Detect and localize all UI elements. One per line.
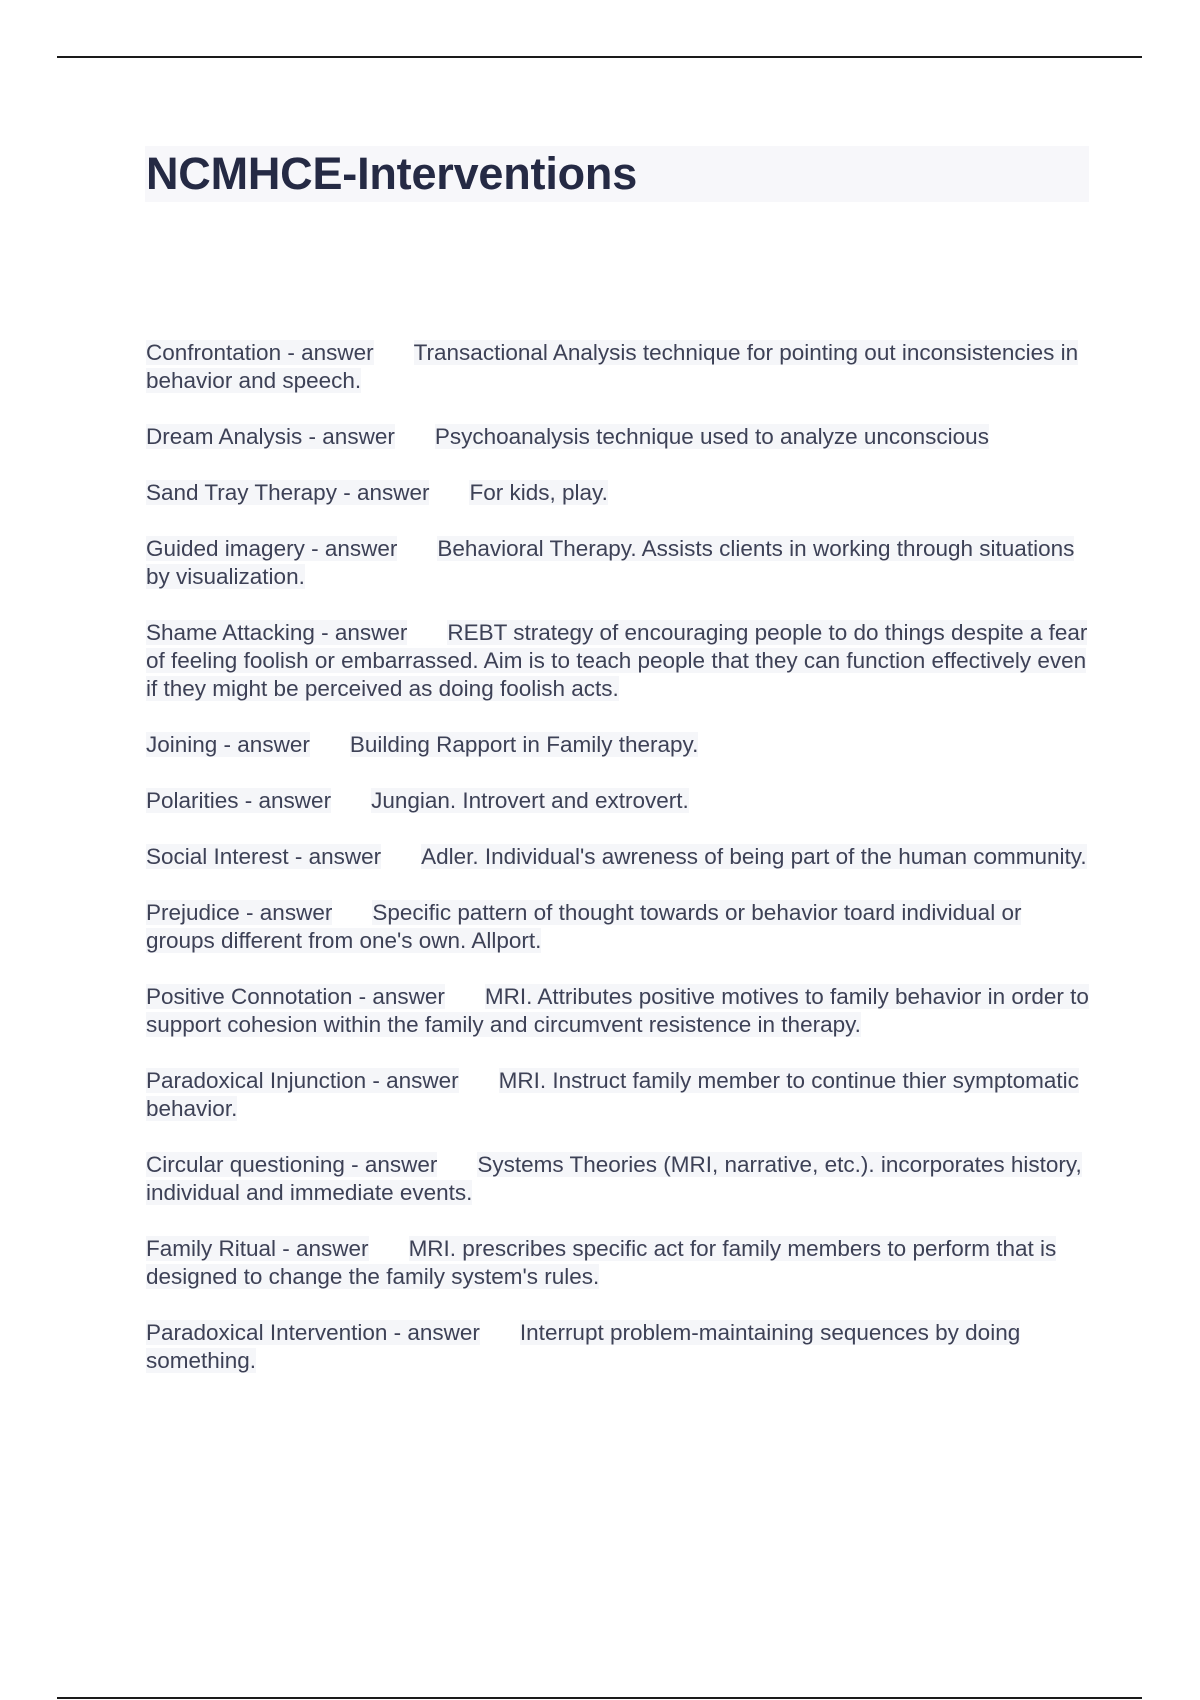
entry-definition: Behavioral Therapy. Assists clients in working through situations by visualization. [146, 536, 1075, 589]
flashcard-entry [146, 535, 1096, 591]
entry-term: Family Ritual - answer [146, 1236, 369, 1261]
entry-term: Polarities - answer [146, 788, 332, 813]
flashcard-entry [146, 983, 1096, 1039]
flashcard-entry [146, 1067, 1096, 1123]
entry-term: Circular questioning - answer [146, 1152, 438, 1177]
flashcard-entry [146, 843, 1096, 871]
flashcard-entry [146, 731, 1096, 759]
flashcard-entry [146, 423, 1096, 451]
entry-definition: REBT strategy of encouraging people to do things despite a fear of feeling foolish or embarrassed. Aim is to teach people that they can function effectively even if they might be perceived as doing foolish acts. [146, 620, 1088, 701]
flashcard-entry [146, 1151, 1096, 1207]
flashcard-entry [146, 899, 1096, 955]
entry-term: Joining - answer [146, 732, 310, 757]
flashcard-entry [146, 1235, 1096, 1291]
entry-definition: MRI. prescribes specific act for family members to perform that is designed to change the family system's rules. [146, 1236, 1057, 1289]
entry-term: Guided imagery - answer [146, 536, 398, 561]
bottom-divider [57, 1697, 1142, 1699]
flashcard-entry [146, 787, 1096, 815]
entry-term: Dream Analysis - answer [146, 424, 395, 449]
entry-term: Paradoxical Intervention - answer [146, 1320, 480, 1345]
entry-term: Social Interest - answer [146, 844, 382, 869]
entry-term: Paradoxical Injunction - answer [146, 1068, 459, 1093]
entry-definition: For kids, play. [469, 480, 608, 505]
entry-definition: Building Rapport in Family therapy. [349, 732, 699, 757]
entry-definition: Systems Theories (MRI, narrative, etc.). incorporates history, individual and immediate events. [146, 1152, 1082, 1205]
entry-term: Confrontation - answer [146, 340, 374, 365]
top-divider [57, 56, 1142, 58]
entry-term: Prejudice - answer [146, 900, 333, 925]
entry-definition: Interrupt problem-maintaining sequences by doing something. [146, 1320, 1021, 1373]
entry-definition: Jungian. Introvert and extrovert. [371, 788, 689, 813]
entry-definition: Specific pattern of thought towards or behavior toard individual or groups different from one's own. Allport. [146, 900, 1022, 953]
flashcard-entry [146, 339, 1096, 395]
entry-definition: Transactional Analysis technique for pointing out inconsistencies in behavior and speech. [146, 340, 1079, 393]
page-title: NCMHCE-Interventions [146, 148, 638, 199]
flashcard-entry [146, 1319, 1096, 1375]
entry-definition: Psychoanalysis technique used to analyze unconscious [434, 424, 989, 449]
flashcard-entry [146, 619, 1096, 703]
entry-definition: MRI. Attributes positive motives to family behavior in order to support cohesion within the family and circumvent resistence in therapy. [146, 984, 1089, 1037]
entry-term: Shame Attacking - answer [146, 620, 408, 645]
flashcard-entry [146, 479, 1096, 507]
entry-definition: MRI. Instruct family member to continue thier symptomatic behavior. [146, 1068, 1079, 1121]
entry-definition: Adler. Individual's awreness of being part of the human community. [421, 844, 1087, 869]
entry-term: Sand Tray Therapy - answer [146, 480, 430, 505]
entry-term: Positive Connotation - answer [146, 984, 445, 1009]
flashcard-list [146, 339, 1096, 1403]
